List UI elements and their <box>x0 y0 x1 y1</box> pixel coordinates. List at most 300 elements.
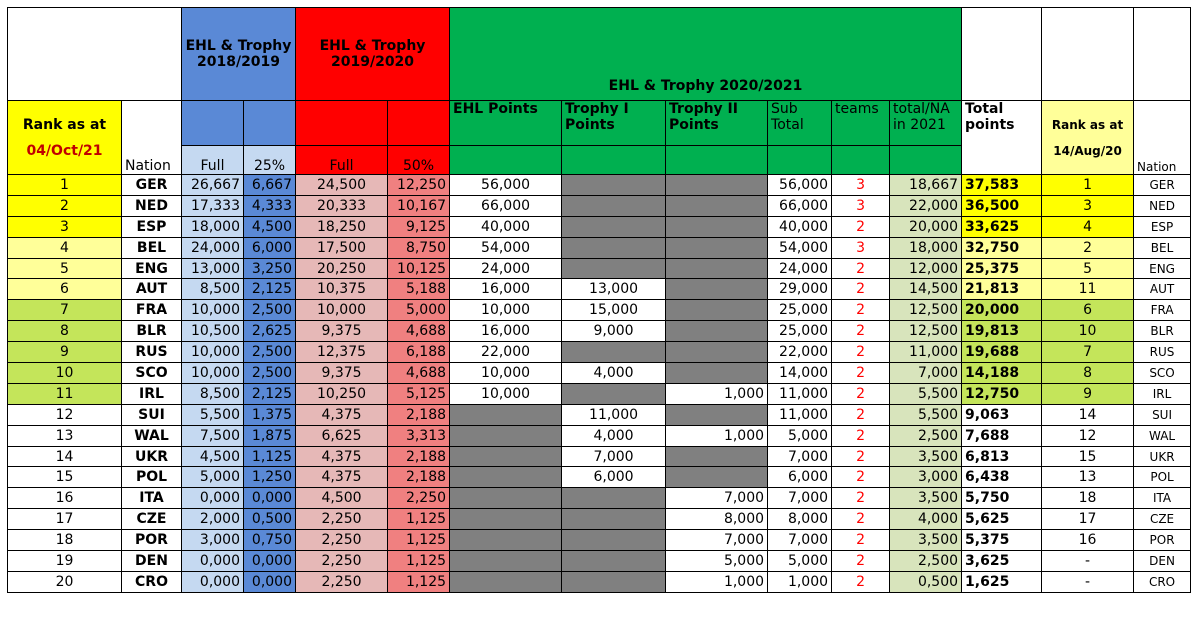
total-points-cell: 19,813 <box>962 321 1042 342</box>
pct25-cell: 1,125 <box>244 446 296 467</box>
ehl-points-cell <box>450 509 562 530</box>
trophy2-cell <box>666 467 768 488</box>
trophy1-cell <box>562 509 666 530</box>
full-2019-header <box>296 146 388 175</box>
total-na-cell: 3,500 <box>890 488 962 509</box>
nation-right-cell: POL <box>1134 467 1191 488</box>
teams-cell: 2 <box>832 363 890 384</box>
trophy2-cell <box>666 342 768 363</box>
ehl-points-cell <box>450 571 562 592</box>
full-2018-cell: 26,667 <box>182 175 244 196</box>
table-row <box>8 342 1191 363</box>
trophy1-header <box>562 101 666 146</box>
pct25-cell: 1,875 <box>244 425 296 446</box>
pct25-cell: 4,500 <box>244 216 296 237</box>
rank-cell: 19 <box>8 551 122 572</box>
ehl-2018-label: EHL & Trophy 2018/2019 <box>185 38 292 70</box>
nation-right-cell: CRO <box>1134 571 1191 592</box>
ehl-points-header <box>450 101 562 146</box>
ehl-points-cell <box>450 530 562 551</box>
prev-rank-cell: 8 <box>1042 363 1134 384</box>
full-2019-cell: 10,375 <box>296 279 388 300</box>
total-na-cell: 11,000 <box>890 342 962 363</box>
prev-rank-cell: 17 <box>1042 509 1134 530</box>
full-2019-cell: 17,500 <box>296 237 388 258</box>
trophy2-cell: 7,000 <box>666 488 768 509</box>
subtotal-cell: 7,000 <box>768 488 832 509</box>
trophy1-cell <box>562 530 666 551</box>
table-row <box>8 571 1191 592</box>
subtotal-cell: 7,000 <box>768 530 832 551</box>
rank-cell: 12 <box>8 404 122 425</box>
nation-right-cell: RUS <box>1134 342 1191 363</box>
nation-cell: CRO <box>122 571 182 592</box>
prev-rank-date: 14/Aug/20 <box>1053 143 1122 158</box>
total-na-cell: 12,000 <box>890 258 962 279</box>
nation-right-cell: BEL <box>1134 237 1191 258</box>
blue-spacer <box>182 101 244 146</box>
ehl-points-cell: 10,000 <box>450 383 562 404</box>
total-points-cell: 6,438 <box>962 467 1042 488</box>
ehl-points-cell: 66,000 <box>450 195 562 216</box>
prev-rank-cell: 18 <box>1042 488 1134 509</box>
pct50-cell: 5,188 <box>388 279 450 300</box>
ehl-2020-label: EHL & Trophy 2020/2021 <box>608 78 803 94</box>
total-points-cell: 20,000 <box>962 300 1042 321</box>
pct25-cell: 4,333 <box>244 195 296 216</box>
prev-rank-cell: 9 <box>1042 383 1134 404</box>
teams-cell: 2 <box>832 488 890 509</box>
table-row <box>8 488 1191 509</box>
total-na-cell: 2,500 <box>890 551 962 572</box>
pct50-cell: 2,188 <box>388 446 450 467</box>
nation-right-cell: GER <box>1134 175 1191 196</box>
full-2018-cell: 17,333 <box>182 195 244 216</box>
table-row <box>8 467 1191 488</box>
pct50-cell: 8,750 <box>388 237 450 258</box>
teams-cell: 2 <box>832 551 890 572</box>
teams-cell: 2 <box>832 216 890 237</box>
total-na-cell: 12,500 <box>890 321 962 342</box>
nation-cell: POL <box>122 467 182 488</box>
prev-rank-cell: 3 <box>1042 195 1134 216</box>
subtotal-cell: 1,000 <box>768 571 832 592</box>
ehl-2019-label: EHL & Trophy 2019/2020 <box>319 38 426 70</box>
full-2019-cell: 4,375 <box>296 404 388 425</box>
trophy1-cell <box>562 551 666 572</box>
teams-cell: 2 <box>832 530 890 551</box>
pct50-cell: 10,167 <box>388 195 450 216</box>
pct50-cell: 4,688 <box>388 363 450 384</box>
full-2018-cell: 0,000 <box>182 551 244 572</box>
subtotal-cell: 29,000 <box>768 279 832 300</box>
nation-right-cell: IRL <box>1134 383 1191 404</box>
green-spacer <box>562 146 666 175</box>
pct25-cell: 2,625 <box>244 321 296 342</box>
trophy1-cell: 6,000 <box>562 467 666 488</box>
nation-cell: WAL <box>122 425 182 446</box>
pct25-cell: 2,500 <box>244 300 296 321</box>
full-label: Full <box>200 158 225 174</box>
trophy2-cell: 8,000 <box>666 509 768 530</box>
table-row <box>8 216 1191 237</box>
full-label: Full <box>329 158 354 174</box>
nation-right-cell: ESP <box>1134 216 1191 237</box>
subtotal-label: Sub Total <box>771 101 804 133</box>
full-2019-cell: 4,375 <box>296 467 388 488</box>
prev-rank-cell: - <box>1042 551 1134 572</box>
teams-cell: 2 <box>832 446 890 467</box>
full-2018-cell: 5,500 <box>182 404 244 425</box>
trophy2-cell <box>666 321 768 342</box>
full-2018-header <box>182 146 244 175</box>
full-2018-cell: 18,000 <box>182 216 244 237</box>
trophy2-header <box>666 101 768 146</box>
pct50-cell: 2,188 <box>388 467 450 488</box>
teams-header <box>832 101 890 146</box>
total-points-cell: 6,813 <box>962 446 1042 467</box>
green-spacer <box>890 146 962 175</box>
teams-cell: 3 <box>832 195 890 216</box>
prev-rank-cell: 14 <box>1042 404 1134 425</box>
red-spacer <box>388 101 450 146</box>
ehl-points-cell: 54,000 <box>450 237 562 258</box>
full-2018-cell: 8,500 <box>182 279 244 300</box>
pct50-cell: 10,125 <box>388 258 450 279</box>
ehl-2018-header <box>182 8 296 101</box>
trophy1-cell <box>562 195 666 216</box>
nation-cell: UKR <box>122 446 182 467</box>
full-2019-cell: 9,375 <box>296 321 388 342</box>
trophy1-label: Trophy I Points <box>565 101 629 133</box>
total-na-cell: 5,500 <box>890 383 962 404</box>
pct25-cell: 0,750 <box>244 530 296 551</box>
prev-rank-cell: 15 <box>1042 446 1134 467</box>
ehl-points-cell <box>450 467 562 488</box>
red-spacer <box>296 101 388 146</box>
total-na-cell: 5,500 <box>890 404 962 425</box>
rank-cell: 11 <box>8 383 122 404</box>
total-points-cell: 9,063 <box>962 404 1042 425</box>
green-spacer <box>768 146 832 175</box>
trophy2-cell: 7,000 <box>666 530 768 551</box>
trophy2-cell <box>666 363 768 384</box>
total-points-cell: 37,583 <box>962 175 1042 196</box>
trophy1-cell: 11,000 <box>562 404 666 425</box>
blank-prev <box>1042 8 1134 101</box>
pct25-cell: 0,000 <box>244 488 296 509</box>
ehl-points-label: EHL Points <box>453 101 538 117</box>
nation-right-cell: NED <box>1134 195 1191 216</box>
prev-rank-cell: 1 <box>1042 175 1134 196</box>
subtotal-cell: 66,000 <box>768 195 832 216</box>
full-2019-cell: 4,500 <box>296 488 388 509</box>
subtotal-cell: 6,000 <box>768 467 832 488</box>
trophy1-cell: 4,000 <box>562 425 666 446</box>
pct25-cell: 0,000 <box>244 551 296 572</box>
pct25-cell: 2,125 <box>244 279 296 300</box>
subtotal-cell: 25,000 <box>768 300 832 321</box>
nation-cell: IRL <box>122 383 182 404</box>
total-points-cell: 3,625 <box>962 551 1042 572</box>
nation-right-cell: FRA <box>1134 300 1191 321</box>
green-spacer <box>450 146 562 175</box>
table-row <box>8 300 1191 321</box>
full-2019-cell: 2,250 <box>296 571 388 592</box>
pct25-header <box>244 146 296 175</box>
pct25-cell: 2,125 <box>244 383 296 404</box>
nation-right-label: Nation <box>1137 160 1177 174</box>
ehl-points-cell: 40,000 <box>450 216 562 237</box>
subtotal-cell: 11,000 <box>768 383 832 404</box>
pct25-cell: 1,375 <box>244 404 296 425</box>
blank-corner <box>8 8 182 101</box>
teams-cell: 2 <box>832 404 890 425</box>
nation-cell: SUI <box>122 404 182 425</box>
rank-cell: 8 <box>8 321 122 342</box>
full-2018-cell: 3,000 <box>182 530 244 551</box>
prev-rank-header <box>1042 101 1134 175</box>
ehl-points-cell <box>450 425 562 446</box>
nation-cell: SCO <box>122 363 182 384</box>
table-row <box>8 321 1191 342</box>
total-na-cell: 12,500 <box>890 300 962 321</box>
trophy2-cell <box>666 404 768 425</box>
total-points-cell: 12,750 <box>962 383 1042 404</box>
blank-nat <box>1134 8 1191 101</box>
subtotal-cell: 22,000 <box>768 342 832 363</box>
nation-right-cell: POR <box>1134 530 1191 551</box>
teams-cell: 2 <box>832 425 890 446</box>
pct50-header <box>388 146 450 175</box>
trophy2-label: Trophy II Points <box>669 101 738 133</box>
prev-rank-cell: 10 <box>1042 321 1134 342</box>
nation-right-cell: WAL <box>1134 425 1191 446</box>
total-points-cell: 1,625 <box>962 571 1042 592</box>
prev-rank-cell: 13 <box>1042 467 1134 488</box>
table-row <box>8 446 1191 467</box>
full-2018-cell: 8,500 <box>182 383 244 404</box>
full-2018-cell: 0,000 <box>182 488 244 509</box>
full-2018-cell: 2,000 <box>182 509 244 530</box>
nation-header-label: Nation <box>125 158 171 174</box>
subtotal-header <box>768 101 832 146</box>
rank-cell: 6 <box>8 279 122 300</box>
rank-cell: 14 <box>8 446 122 467</box>
table-row <box>8 425 1191 446</box>
trophy1-cell: 4,000 <box>562 363 666 384</box>
table-row <box>8 279 1191 300</box>
rank-cell: 7 <box>8 300 122 321</box>
nation-cell: BEL <box>122 237 182 258</box>
full-2018-cell: 10,000 <box>182 300 244 321</box>
prev-rank-cell: - <box>1042 571 1134 592</box>
nation-cell: POR <box>122 530 182 551</box>
rank-cell: 5 <box>8 258 122 279</box>
full-2018-cell: 4,500 <box>182 446 244 467</box>
trophy1-cell: 15,000 <box>562 300 666 321</box>
rank-cell: 10 <box>8 363 122 384</box>
total-points-cell: 32,750 <box>962 237 1042 258</box>
total-points-cell: 36,500 <box>962 195 1042 216</box>
trophy2-cell: 1,000 <box>666 383 768 404</box>
prev-rank-label: Rank as at <box>1051 117 1124 132</box>
rank-cell: 15 <box>8 467 122 488</box>
total-na-cell: 18,000 <box>890 237 962 258</box>
rank-header <box>8 101 122 175</box>
blank-total <box>962 8 1042 101</box>
green-spacer <box>666 146 768 175</box>
prev-rank-cell: 7 <box>1042 342 1134 363</box>
pct50-cell: 6,188 <box>388 342 450 363</box>
table-row <box>8 258 1191 279</box>
rank-cell: 17 <box>8 509 122 530</box>
ehl-points-cell: 16,000 <box>450 321 562 342</box>
full-2019-cell: 24,500 <box>296 175 388 196</box>
teams-cell: 2 <box>832 321 890 342</box>
full-2018-cell: 13,000 <box>182 258 244 279</box>
full-2018-cell: 5,000 <box>182 467 244 488</box>
total-points-cell: 33,625 <box>962 216 1042 237</box>
pct25-label: 25% <box>253 158 286 174</box>
total-points-cell: 5,625 <box>962 509 1042 530</box>
pct50-cell: 5,125 <box>388 383 450 404</box>
nation-right-cell: UKR <box>1134 446 1191 467</box>
table-row <box>8 195 1191 216</box>
total-points-cell: 5,750 <box>962 488 1042 509</box>
ehl-points-cell: 22,000 <box>450 342 562 363</box>
rank-cell: 18 <box>8 530 122 551</box>
trophy2-cell <box>666 258 768 279</box>
full-2019-cell: 20,333 <box>296 195 388 216</box>
pct50-cell: 1,125 <box>388 530 450 551</box>
prev-rank-cell: 6 <box>1042 300 1134 321</box>
nation-cell: AUT <box>122 279 182 300</box>
rank-cell: 13 <box>8 425 122 446</box>
nation-cell: ITA <box>122 488 182 509</box>
total-na-cell: 3,000 <box>890 467 962 488</box>
rank-cell: 1 <box>8 175 122 196</box>
full-2019-cell: 4,375 <box>296 446 388 467</box>
teams-cell: 2 <box>832 383 890 404</box>
table-row <box>8 175 1191 196</box>
pct50-cell: 2,250 <box>388 488 450 509</box>
pct50-cell: 1,125 <box>388 509 450 530</box>
nation-right-header <box>1134 101 1191 175</box>
nation-cell: ENG <box>122 258 182 279</box>
rank-header-label: Rank as at <box>22 116 107 133</box>
teams-cell: 3 <box>832 237 890 258</box>
full-2019-cell: 2,250 <box>296 551 388 572</box>
trophy2-cell <box>666 279 768 300</box>
ehl-2020-header <box>450 8 962 101</box>
nation-right-cell: AUT <box>1134 279 1191 300</box>
nation-cell: DEN <box>122 551 182 572</box>
ehl-points-cell <box>450 404 562 425</box>
table-row <box>8 237 1191 258</box>
subtotal-cell: 7,000 <box>768 446 832 467</box>
rank-cell: 16 <box>8 488 122 509</box>
pct25-cell: 0,000 <box>244 571 296 592</box>
full-2018-cell: 10,500 <box>182 321 244 342</box>
trophy1-cell: 13,000 <box>562 279 666 300</box>
subtotal-cell: 5,000 <box>768 551 832 572</box>
trophy1-cell <box>562 571 666 592</box>
nation-right-cell: SCO <box>1134 363 1191 384</box>
rank-cell: 2 <box>8 195 122 216</box>
trophy1-cell <box>562 216 666 237</box>
total-na-cell: 2,500 <box>890 425 962 446</box>
total-points-cell: 21,813 <box>962 279 1042 300</box>
pct50-cell: 12,250 <box>388 175 450 196</box>
full-2019-cell: 2,250 <box>296 509 388 530</box>
trophy1-cell: 9,000 <box>562 321 666 342</box>
nation-cell: RUS <box>122 342 182 363</box>
ehl-points-cell: 10,000 <box>450 363 562 384</box>
total-na-cell: 0,500 <box>890 571 962 592</box>
ehl-points-cell: 56,000 <box>450 175 562 196</box>
full-2019-cell: 20,250 <box>296 258 388 279</box>
nation-cell: GER <box>122 175 182 196</box>
full-2019-cell: 2,250 <box>296 530 388 551</box>
teams-cell: 3 <box>832 175 890 196</box>
table-row <box>8 404 1191 425</box>
subtotal-cell: 40,000 <box>768 216 832 237</box>
total-points-cell: 19,688 <box>962 342 1042 363</box>
teams-label: teams <box>835 101 879 117</box>
teams-cell: 2 <box>832 571 890 592</box>
full-2018-cell: 10,000 <box>182 363 244 384</box>
total-points-cell: 7,688 <box>962 425 1042 446</box>
teams-cell: 2 <box>832 300 890 321</box>
pct50-cell: 9,125 <box>388 216 450 237</box>
nation-right-cell: SUI <box>1134 404 1191 425</box>
trophy2-cell <box>666 446 768 467</box>
full-2019-cell: 6,625 <box>296 425 388 446</box>
full-2018-cell: 10,000 <box>182 342 244 363</box>
nation-right-cell: ENG <box>1134 258 1191 279</box>
prev-rank-cell: 2 <box>1042 237 1134 258</box>
teams-cell: 2 <box>832 509 890 530</box>
full-2018-cell: 7,500 <box>182 425 244 446</box>
pct50-label: 50% <box>402 158 435 174</box>
trophy1-cell <box>562 237 666 258</box>
trophy1-cell: 7,000 <box>562 446 666 467</box>
prev-rank-cell: 16 <box>1042 530 1134 551</box>
trophy1-cell <box>562 383 666 404</box>
subtotal-cell: 14,000 <box>768 363 832 384</box>
ehl-points-cell: 16,000 <box>450 279 562 300</box>
nation-right-cell: BLR <box>1134 321 1191 342</box>
full-2018-cell: 0,000 <box>182 571 244 592</box>
nation-cell: ESP <box>122 216 182 237</box>
total-points-cell: 25,375 <box>962 258 1042 279</box>
nation-cell: BLR <box>122 321 182 342</box>
ehl-points-cell: 24,000 <box>450 258 562 279</box>
trophy1-cell <box>562 342 666 363</box>
total-na-cell: 3,500 <box>890 530 962 551</box>
subtotal-cell: 11,000 <box>768 404 832 425</box>
ehl-points-cell: 10,000 <box>450 300 562 321</box>
pct25-cell: 3,250 <box>244 258 296 279</box>
full-2019-cell: 12,375 <box>296 342 388 363</box>
ehl-points-cell <box>450 551 562 572</box>
table-row <box>8 363 1191 384</box>
total-na-cell: 4,000 <box>890 509 962 530</box>
pct25-cell: 2,500 <box>244 342 296 363</box>
full-2019-cell: 10,000 <box>296 300 388 321</box>
nation-right-cell: DEN <box>1134 551 1191 572</box>
